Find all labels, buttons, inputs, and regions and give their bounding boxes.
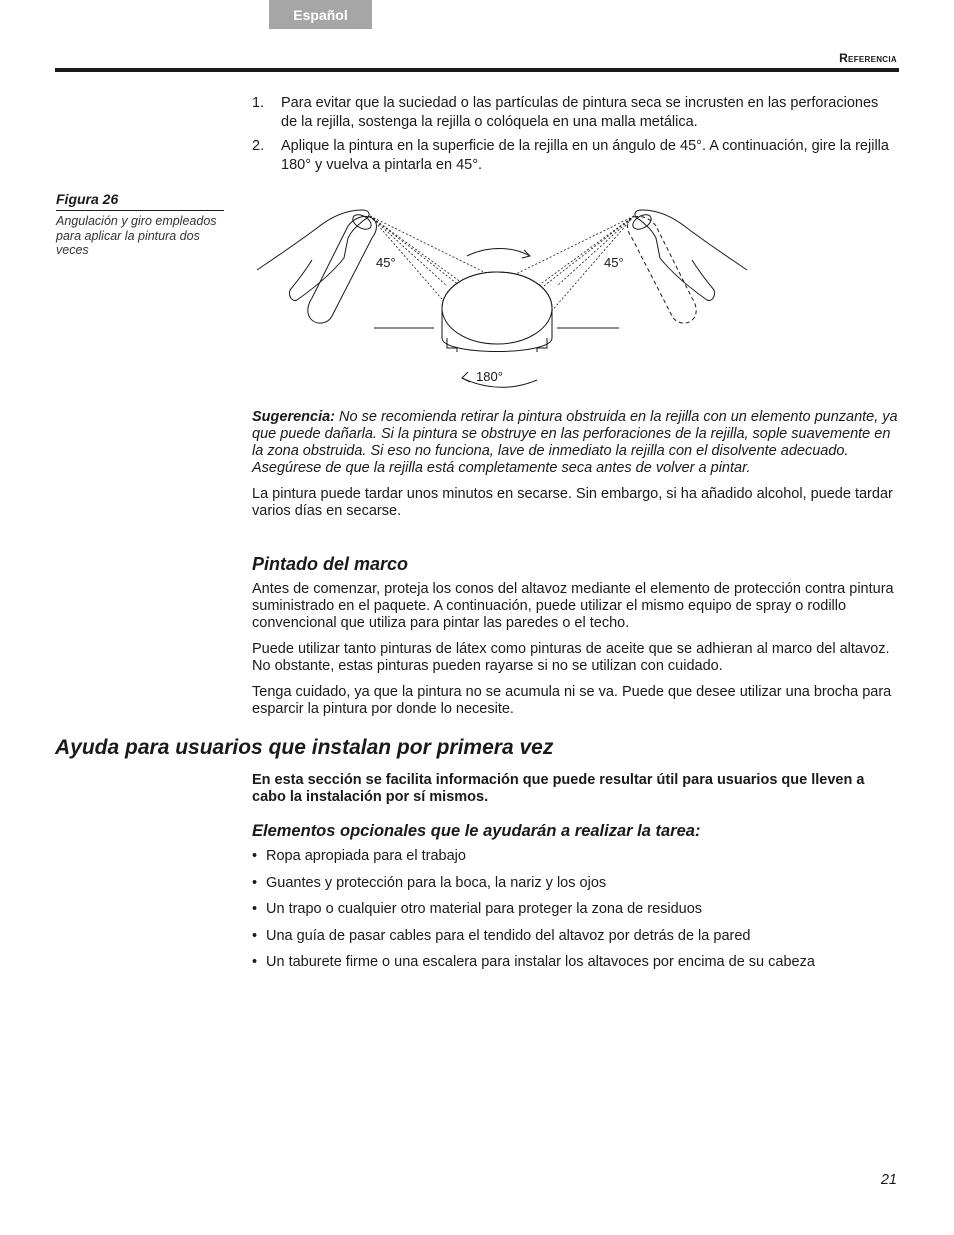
- bullet-icon: •: [252, 848, 258, 864]
- figure-caption: [56, 191, 224, 258]
- help-section: [252, 772, 898, 981]
- list-item-text: Ropa apropiada para el trabajo: [266, 848, 466, 864]
- list-item-text: Un trapo o cualquier otro material para proteger la zona de residuos: [266, 901, 703, 917]
- rotation-label: 180°: [476, 369, 503, 384]
- frame-paragraph: Puede utilizar tanto pinturas de látex como pinturas de aceite que se adhieran al marco del altavoz. No obstante, estas pinturas pueden rayarse si no se utilizan con cuidado.: [252, 641, 890, 674]
- list-item: [252, 901, 898, 918]
- spray-illustration: [252, 198, 752, 398]
- page-number: 21: [880, 1172, 897, 1188]
- optional-items-list: [252, 848, 898, 971]
- header-rule: [55, 68, 899, 72]
- step-number: 2.: [252, 138, 265, 154]
- grille-icon: [442, 272, 552, 352]
- right-hand-icon: [635, 210, 747, 300]
- step-item: [252, 137, 898, 175]
- section-label: Referencia: [839, 51, 897, 65]
- painting-steps: [252, 94, 898, 180]
- figure-title: Figura 26: [56, 191, 224, 211]
- step-text: Para evitar que la suciedad o las partículas de pintura seca se incrusten en las perforaciones de la rejilla, sostenga la rejilla o colóquela en una malla metálica.: [281, 95, 879, 130]
- bullet-icon: •: [252, 901, 258, 917]
- left-hand-icon: [257, 210, 369, 300]
- tip-label: Sugerencia:: [252, 409, 335, 425]
- list-item: [252, 954, 898, 971]
- step-number: 1.: [252, 95, 265, 111]
- frame-paragraph: Antes de comenzar, proteja los conos del altavoz mediante el elemento de protección contra pintura suministrado en el paquete. A continuación, puede utilizar el mismo equipo de spray o rodillo convencional que utiliza para pintar las paredes o el techo.: [252, 581, 894, 631]
- list-item: [252, 848, 898, 865]
- optional-items-heading: Elementos opcionales que le ayudarán a realizar la tarea:: [252, 822, 701, 840]
- help-intro: En esta sección se facilita información que puede resultar útil para usuarios que lleven a cabo la instalación por sí mismos.: [252, 772, 865, 805]
- tip-text: No se recomienda retirar la pintura obstruida en la rejilla con un elemento punzante, ya que puede dañarla. Si la pintura se obstruye en las perforaciones de la rejilla, sople suavemente en la zona obstruida. Si eso no funciona, lave de inmediato la rejilla con el disolvente adecuado. Asegúrese de que la rejilla está completamente seca antes de volver a pintar.: [252, 409, 898, 476]
- frame-paragraph: Tenga cuidado, ya que la pintura no se acumula ni se va. Puede que desee utilizar una brocha para esparcir la pintura por donde lo necesite.: [252, 684, 892, 717]
- list-item-text: Guantes y protección para la boca, la nariz y los ojos: [266, 874, 607, 891]
- angle-right-label: 45°: [604, 255, 624, 270]
- step-text: Aplique la pintura en la superficie de la rejilla en un ángulo de 45°. A continuación, gire la rejilla 180° y vuelva a pintarla en 45°.: [281, 138, 889, 173]
- drying-paragraph: La pintura puede tardar unos minutos en secarse. Sin embargo, si ha añadido alcohol, puede tardar varios días en secarse.: [252, 486, 893, 519]
- right-spray-can-icon: [628, 216, 697, 323]
- left-spray-can-icon: [308, 216, 377, 323]
- bullet-icon: •: [252, 874, 258, 891]
- figure-description: Angulación y giro empleados para aplicar la pintura dos veces: [56, 214, 217, 257]
- spray-angle-figure: [252, 198, 752, 398]
- rotation-arrow-top-icon: [467, 249, 530, 257]
- list-item-text: Una guía de pasar cables para el tendido del altavoz por detrás de la pared: [266, 927, 751, 944]
- bullet-icon: •: [252, 927, 258, 944]
- frame-section: [252, 556, 898, 727]
- language-tab[interactable]: Español: [269, 0, 372, 29]
- help-heading: Ayuda para usuarios que instalan por primera vez: [55, 736, 554, 759]
- tip-block: [252, 409, 898, 529]
- list-item: [252, 928, 898, 945]
- list-item-text: Un taburete firme o una escalera para instalar los altavoces por encima de su cabeza: [266, 954, 815, 970]
- bullet-icon: •: [252, 954, 258, 970]
- step-item: [252, 94, 898, 132]
- list-item: [252, 875, 898, 892]
- angle-left-label: 45°: [376, 255, 396, 270]
- frame-heading: Pintado del marco: [252, 554, 409, 574]
